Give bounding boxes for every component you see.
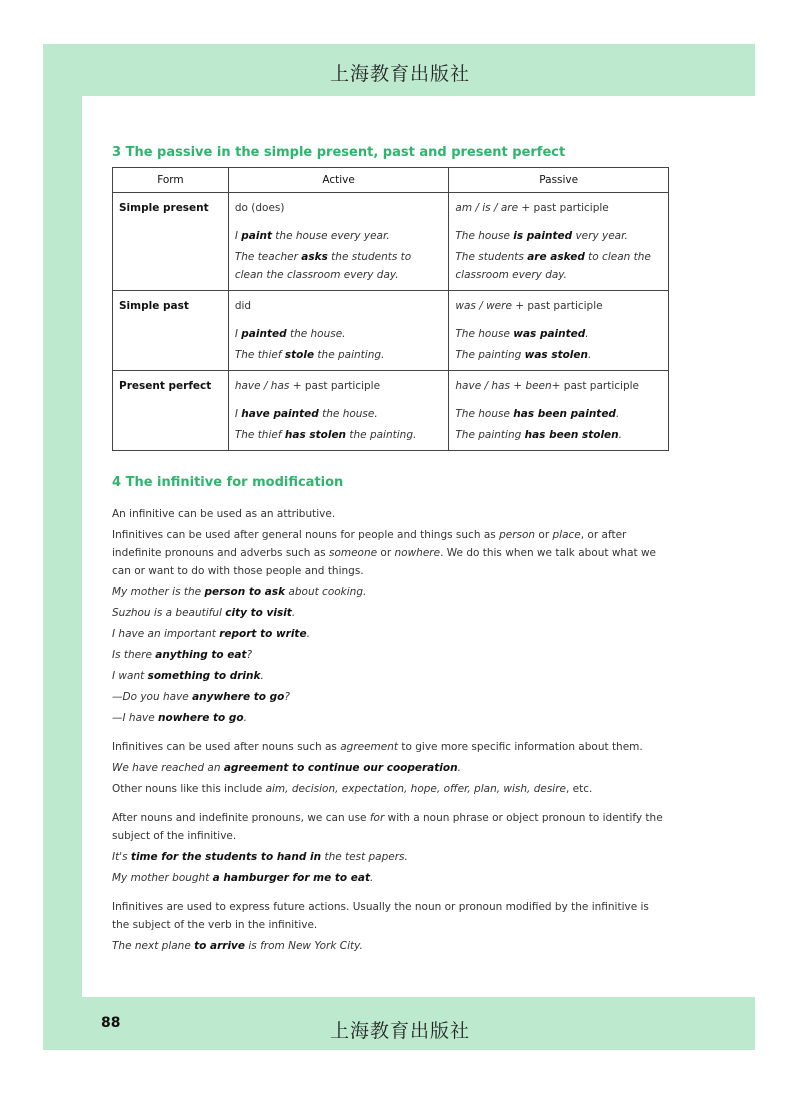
example-sentence: Is there anything to eat? [112,648,253,661]
active-example: The thief has stolen the painting. [234,429,417,441]
passive-cell [449,371,669,451]
active-example: I painted the house. [234,328,346,340]
form-present-perfect: Present perfect [113,371,229,451]
section-4-title: 4 The infinitive for modification [112,475,344,490]
example-sentence: My mother is the person to ask about cooking. [112,585,367,598]
paragraph: Other nouns like this include aim, decision, expectation, hope, offer, plan, wish, desire, etc. [112,782,593,795]
active-formula: have / has + past participle [234,380,381,392]
passive-example: The house is painted very year. [455,230,628,242]
example-sentence: —Do you have anywhere to go? [112,690,290,703]
example-sentence: The next plane to arrive is from New York City. [112,939,363,952]
header-passive: Passive [449,168,669,193]
page-number: 88 [101,1015,121,1031]
passive-cell [449,193,669,291]
footer-publisher: 上海教育出版社 [329,1020,470,1042]
paragraph: After nouns and indefinite pronouns, we can use for with a noun phrase or object pronoun to identify the subject of the infinitive. [112,811,663,842]
table-row [113,193,669,291]
paragraph: An infinitive can be used as an attributive. [112,507,336,520]
header-active: Active [228,168,449,193]
example-sentence: I want something to drink. [112,669,264,682]
table-header-row [113,168,669,193]
header-form: Form [113,168,229,193]
passive-cell [449,291,669,371]
example-sentence: —I have nowhere to go. [112,711,247,724]
passive-example: The painting has been stolen. [455,429,623,441]
paragraph: Infinitives can be used after general nouns for people and things such as person or place, or after indefinite pronouns and adverbs such as someone or nowhere. We do this when we talk about what we can or want to do with those people and things. [112,528,657,577]
active-formula: do (does) [234,202,285,214]
example-sentence: Suzhou is a beautiful city to visit. [112,606,296,619]
active-example: The thief stole the painting. [234,349,385,361]
active-example: I have painted the house. [234,408,378,420]
active-example: The teacher asks the students to clean the classroom every day. [234,251,412,281]
passive-formula: have / has + been+ past participle [455,380,639,392]
example-sentence: I have an important report to write. [112,627,310,640]
active-cell [228,371,449,451]
passive-example: The house has been painted. [455,408,620,420]
active-formula: did [234,300,252,312]
active-cell [228,291,449,371]
section-3-title: 3 The passive in the simple present, past and present perfect [112,145,566,160]
passive-example: The painting was stolen. [455,349,592,361]
section-4-body [112,503,668,956]
table-row [113,371,669,451]
example-sentence: We have reached an agreement to continue our cooperation. [112,761,461,774]
active-example: I paint the house every year. [234,230,390,242]
header-publisher: 上海教育出版社 [329,63,470,85]
form-simple-past: Simple past [113,291,229,371]
paragraph: Infinitives can be used after nouns such as agreement to give more specific information about them. [112,740,643,753]
left-frame-band [43,44,82,1050]
passive-example: The house was painted. [455,328,589,340]
active-cell [228,193,449,291]
example-sentence: It's time for the students to hand in the test papers. [112,850,408,863]
passive-example: The students are asked to clean the classroom every day. [455,251,651,281]
passive-voice-table [112,167,669,451]
example-sentence: My mother bought a hamburger for me to eat. [112,871,374,884]
form-simple-present: Simple present [113,193,229,291]
passive-formula: am / is / are + past participle [455,202,609,214]
passive-formula: was / were + past participle [455,300,603,312]
table-row [113,291,669,371]
paragraph: Infinitives are used to express future actions. Usually the noun or pronoun modified by the infinitive is the subject of the verb in the infinitive. [112,900,649,931]
